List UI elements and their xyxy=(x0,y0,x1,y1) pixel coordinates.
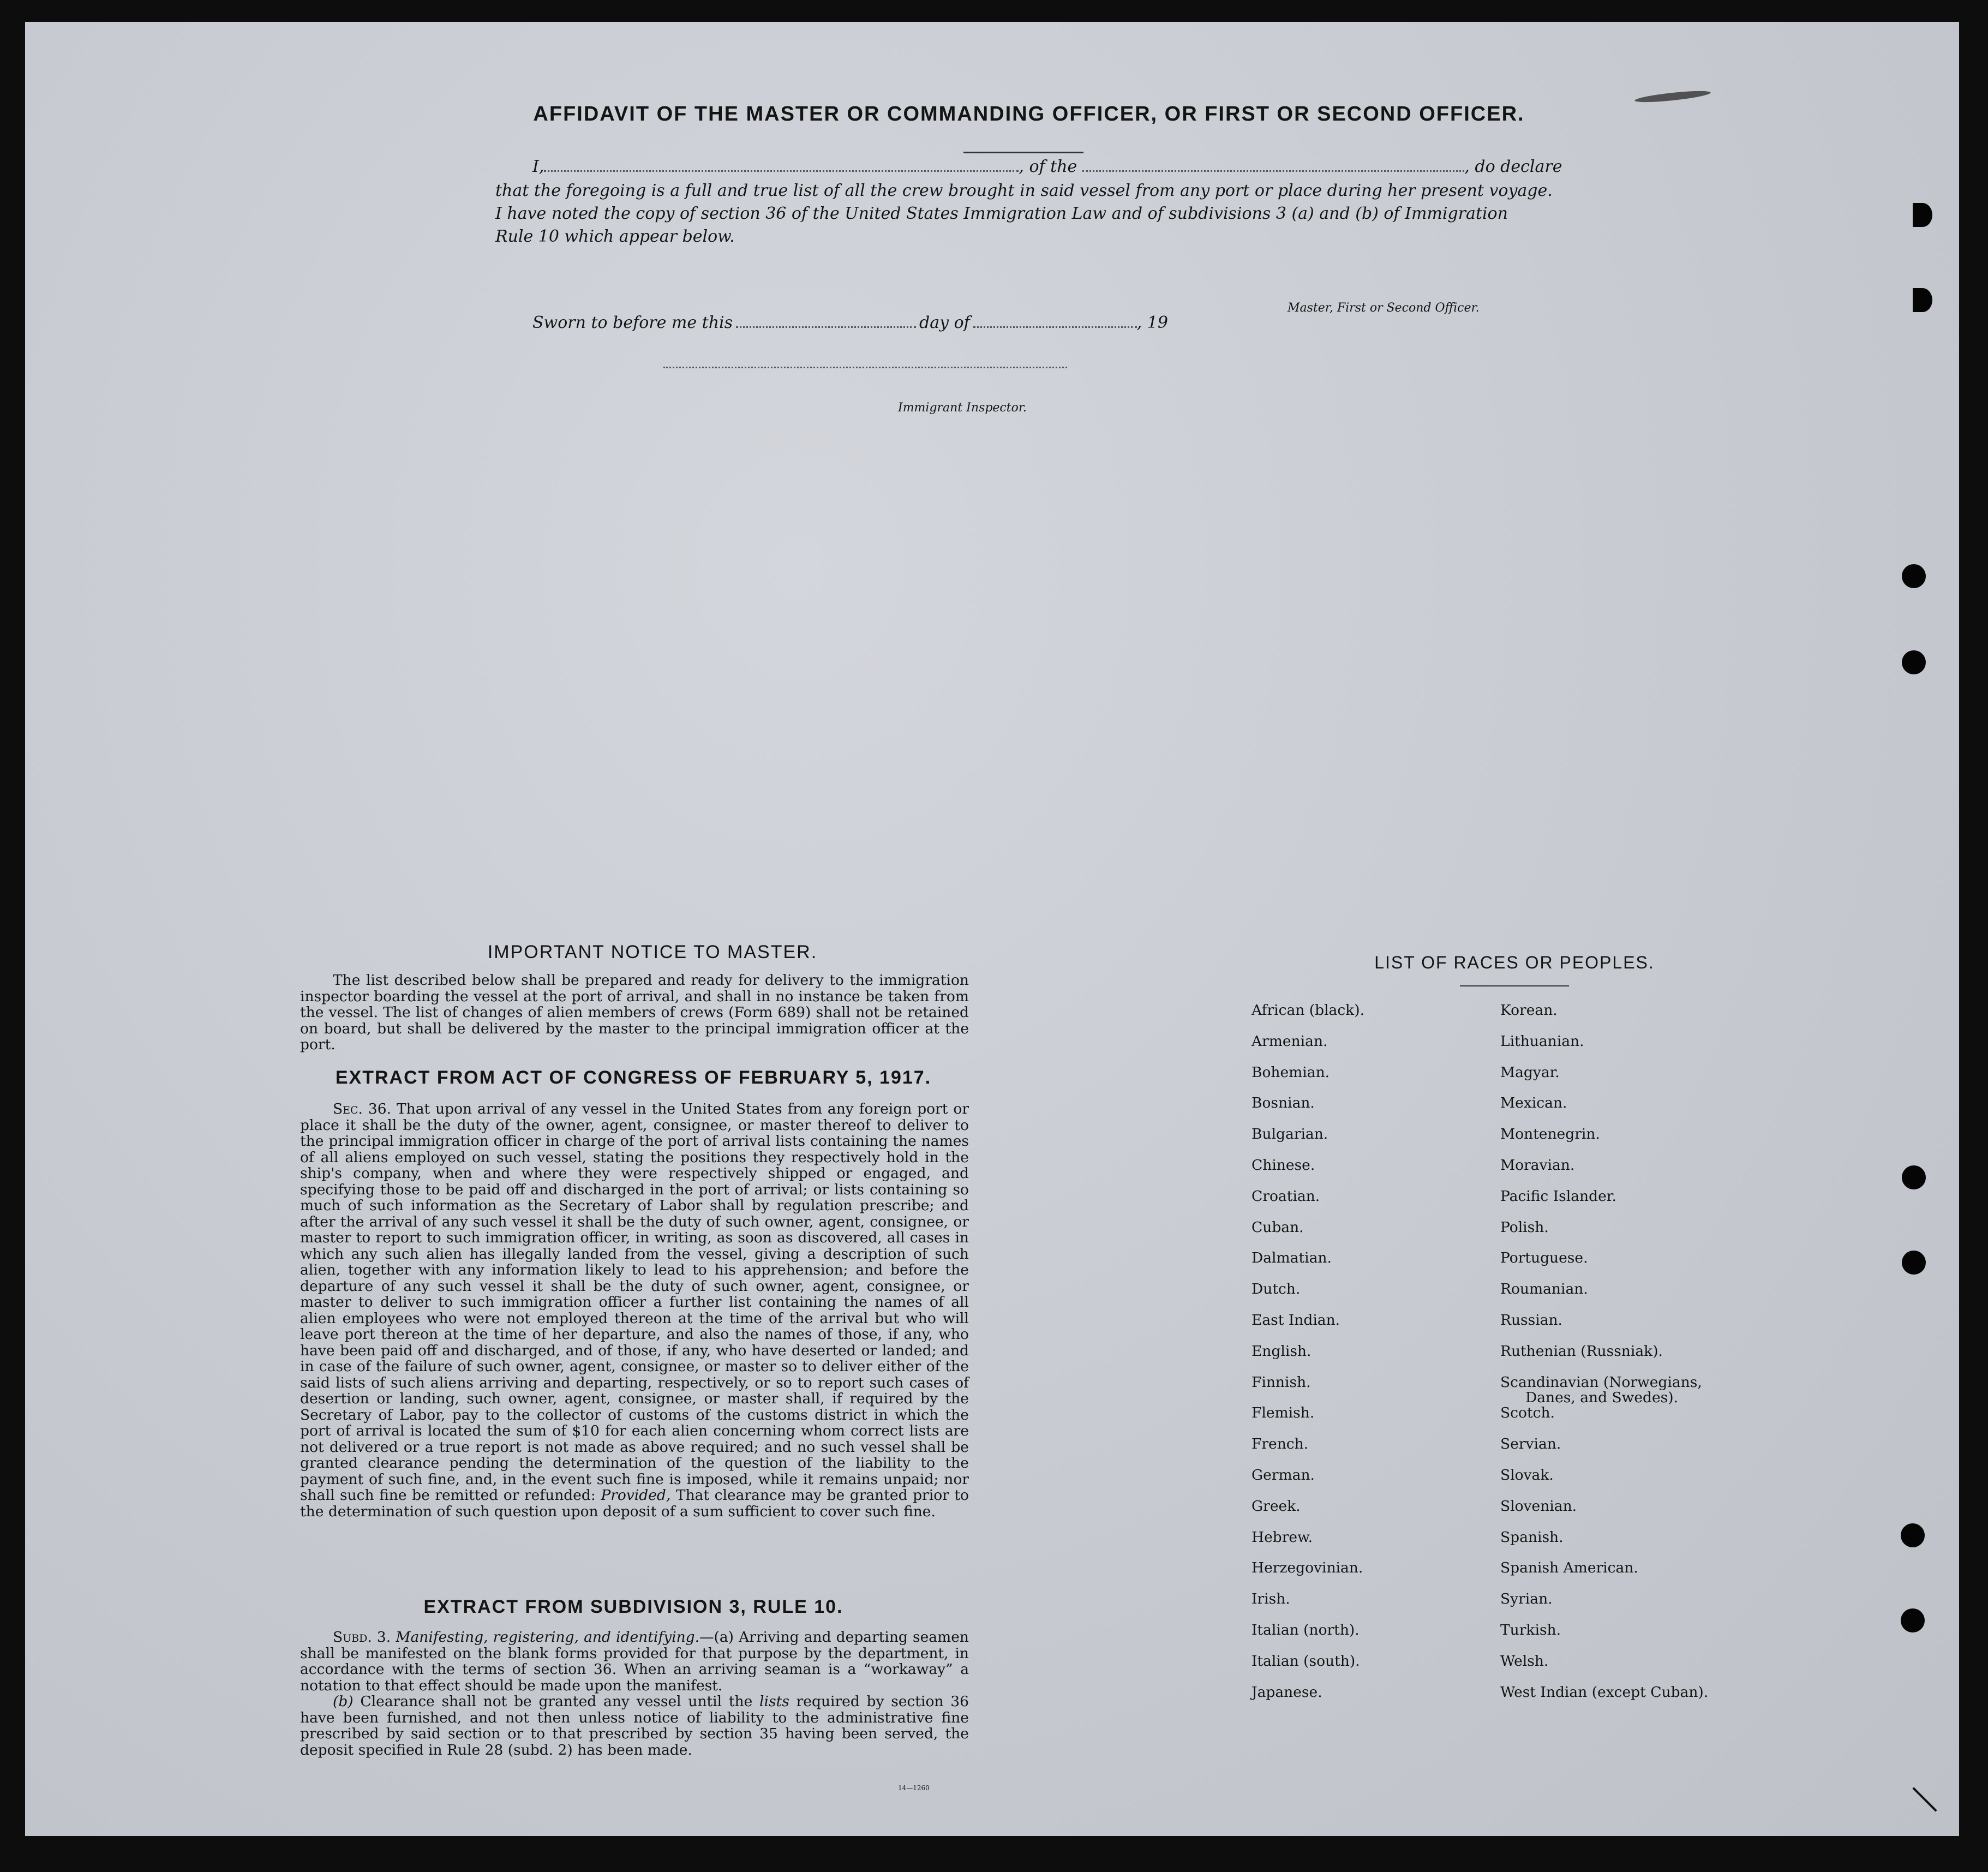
race-item: Russian. xyxy=(1500,1312,1562,1329)
sec-36-label: Sec. 36. xyxy=(333,1101,392,1117)
race-item: Ruthenian (Russniak). xyxy=(1500,1342,1663,1360)
month-blank xyxy=(973,326,1137,328)
notice-title: IMPORTANT NOTICE TO MASTER. xyxy=(487,942,818,962)
corner-mark xyxy=(1912,1787,1937,1811)
punch-hole xyxy=(1902,1165,1926,1189)
subd-3-label: Subd. 3. xyxy=(333,1629,391,1646)
race-item: Montenegrin. xyxy=(1500,1126,1600,1143)
race-item: Turkish. xyxy=(1500,1622,1561,1638)
race-item: Moravian. xyxy=(1500,1157,1575,1174)
affidavit-line-4: Rule 10 which appear below. xyxy=(495,227,735,246)
sworn-line xyxy=(532,313,1168,332)
punch-hole xyxy=(1913,288,1932,312)
title-underline xyxy=(963,152,1083,153)
race-item: Spanish American. xyxy=(1500,1559,1638,1577)
punch-hole xyxy=(1902,650,1926,674)
race-item: Hebrew. xyxy=(1252,1528,1313,1546)
race-item-continued: Danes, and Swedes). xyxy=(1525,1389,1679,1406)
race-item: English. xyxy=(1252,1342,1312,1360)
races-list-title: LIST OF RACES OR PEOPLES. xyxy=(1374,953,1655,972)
race-item: Flemish. xyxy=(1252,1404,1315,1422)
race-item: Servian. xyxy=(1500,1436,1561,1453)
affidavit-declare: , do declare xyxy=(1464,157,1562,176)
race-item: Syrian. xyxy=(1500,1590,1553,1608)
punch-hole xyxy=(1913,203,1932,227)
race-item: Mexican. xyxy=(1500,1095,1567,1112)
race-item: Slovak. xyxy=(1500,1467,1554,1484)
race-item: Scandinavian (Norwegians, xyxy=(1500,1373,1702,1391)
inspector-label: Immigrant Inspector. xyxy=(898,401,1027,415)
race-item: Herzegovinian. xyxy=(1252,1559,1363,1577)
race-item: Welsh. xyxy=(1500,1652,1549,1670)
race-item: Korean. xyxy=(1500,1002,1558,1019)
race-item: French. xyxy=(1252,1436,1309,1453)
punch-hole xyxy=(1901,1608,1925,1632)
race-item: German. xyxy=(1252,1467,1315,1484)
day-blank xyxy=(736,326,916,328)
day-of-text: day of xyxy=(919,313,970,332)
race-item: Chinese. xyxy=(1252,1157,1315,1174)
subd-heading: Manifesting, registering, and identifying. xyxy=(396,1629,700,1646)
race-item: Bulgarian. xyxy=(1252,1126,1328,1143)
affidavit-line-2: that the foregoing is a full and true list of all the crew brought in said vessel from any port or place during her present voyage. xyxy=(495,181,1553,200)
race-item: Slovenian. xyxy=(1500,1497,1577,1515)
race-item: Dalmatian. xyxy=(1252,1249,1332,1267)
affidavit-i: I, xyxy=(532,157,544,176)
sworn-text: Sworn to before me this xyxy=(532,313,733,332)
master-signature-label: Master, First or Second Officer. xyxy=(1288,301,1480,315)
race-item: Bohemian. xyxy=(1252,1063,1330,1081)
punch-hole xyxy=(1902,564,1926,588)
race-item: Greek. xyxy=(1252,1497,1301,1515)
punch-hole xyxy=(1902,1251,1926,1275)
race-item: Cuban. xyxy=(1252,1218,1304,1236)
race-item: Roumanian. xyxy=(1500,1281,1588,1298)
punch-hole xyxy=(1901,1523,1925,1547)
race-item: Irish. xyxy=(1252,1590,1290,1608)
provided-clause: Provided, xyxy=(601,1487,671,1504)
year-text: , 19 xyxy=(1136,313,1169,332)
race-item: Portuguese. xyxy=(1500,1249,1588,1267)
race-item: Italian (north). xyxy=(1252,1622,1360,1638)
rule-subd-3-text: Subd. 3. Manifesting, registering, and identifying.—(a) Arriving and departing seamen shall be manifested on the blank forms provided for that purpose by the department, in accordance with the terms of section 36. When an arriving seaman is a “workaway” a notation to that effect should be made upon the manifest. (b) Clearance shall not be granted any vessel until the lists required by section 36 have been furnished, and not then unless notice of liability to the administrative fine prescribed by said section or to that prescribed by section 35 having been served, the deposit specified in Rule 28 (subd. 2) has been made. xyxy=(300,1629,969,1759)
affidavit-line-1 xyxy=(532,157,1562,176)
race-item: Armenian. xyxy=(1252,1032,1328,1050)
affidavit-title: AFFIDAVIT OF THE MASTER OR COMMANDING OFFICER, OR FIRST OR SECOND OFFICER. xyxy=(533,103,1525,125)
race-item: Polish. xyxy=(1500,1218,1549,1236)
race-item: Finnish. xyxy=(1252,1373,1311,1391)
name-blank xyxy=(544,170,1019,172)
race-item: Dutch. xyxy=(1252,1281,1301,1298)
rule-extract-title: EXTRACT FROM SUBDIVISION 3, RULE 10. xyxy=(423,1596,843,1617)
affidavit-of-the: , of the xyxy=(1019,157,1077,176)
race-item: Japanese. xyxy=(1252,1683,1322,1701)
race-item: African (black). xyxy=(1252,1002,1364,1019)
race-item: East Indian. xyxy=(1252,1312,1340,1329)
races-title-underline xyxy=(1460,985,1569,986)
act-section-36-text: Sec. 36. That upon arrival of any vessel in the United States from any foreign port or place it shall be the duty of the owner, agent, consignee, or master thereof to deliver to the principal immigration officer in charge of the port of arrival lists containing the names of all aliens employed on such vessel, stating the positions they respectively hold in the ship's company, when and where they were respectively shipped or engaged, and specifying those to be paid off and discharged in the port of arrival; or lists containing so much of such information as the Secretary of Labor shall by regulation prescribe; and after the arrival of any such vessel it shall be the duty of such owner, agent, consignee, or master to report to such immigration officer, in writing, as soon as discovered, all cases in which any such alien has illegally landed from the vessel, giving a description of such alien, together with any information likely to lead to his apprehension; and before the departure of any such vessel it shall be the duty of such owner, agent, consignee, or master to deliver to such immigration officer a further list containing the names of all alien employees who were not employed thereon at the time of the arrival but who will leave port thereon at the time of her departure, and also the names of those, if any, who have been paid off and discharged, and of those, if any, who have deserted or landed; and in case of the failure of such owner, agent, consignee, or master so to deliver either of the said lists of such aliens arriving and departing, respectively, or so to report such cases of desertion or landing, such owner, agent, consignee, or master shall, if required by the Secretary of Labor, pay to the collector of customs of the customs district in which the port of arrival is located the sum of $10 for each alien concerning whom correct lists are not delivered or a true report is not made as above required; and no such vessel shall be granted clearance pending the determination of the question of the liability to the payment of such fine, and, in the event such fine is imposed, while it remains unpaid; nor shall such fine be remitted or refunded: Provided, That clearance may be granted prior to the determination of such question upon deposit of a sum sufficient to cover such fine. xyxy=(300,1101,969,1520)
race-item: Spanish. xyxy=(1500,1528,1564,1546)
notice-paragraph: The list described below shall be prepared and ready for delivery to the immigration inspector boarding the vessel at the port of arrival, and shall in no instance be taken from the vessel. The list of changes of alien members of crews (Form 689) shall not be retained on board, but shall be delivered by the master to the principal immigration officer at the port. xyxy=(300,972,969,1053)
race-item: Italian (south). xyxy=(1252,1652,1360,1670)
act-extract-title: EXTRACT FROM ACT OF CONGRESS OF FEBRUARY 5, 1917. xyxy=(335,1067,932,1088)
race-item: Magyar. xyxy=(1500,1063,1560,1081)
ink-smudge xyxy=(1634,89,1711,105)
form-number: 14—1260 xyxy=(898,1784,930,1792)
race-item: Croatian. xyxy=(1252,1187,1320,1205)
affidavit-line-3: I have noted the copy of section 36 of the United States Immigration Law and of subdivisions 3 (a) and (b) of Immigration xyxy=(495,204,1508,223)
race-item: Scotch. xyxy=(1500,1404,1555,1422)
race-item: Pacific Islander. xyxy=(1500,1187,1616,1205)
race-item: Bosnian. xyxy=(1252,1095,1315,1112)
vessel-blank xyxy=(1082,170,1464,172)
inspector-signature-line xyxy=(663,367,1067,368)
document-page xyxy=(25,22,1959,1836)
race-item: West Indian (except Cuban). xyxy=(1500,1683,1709,1701)
race-item: Lithuanian. xyxy=(1500,1032,1584,1050)
